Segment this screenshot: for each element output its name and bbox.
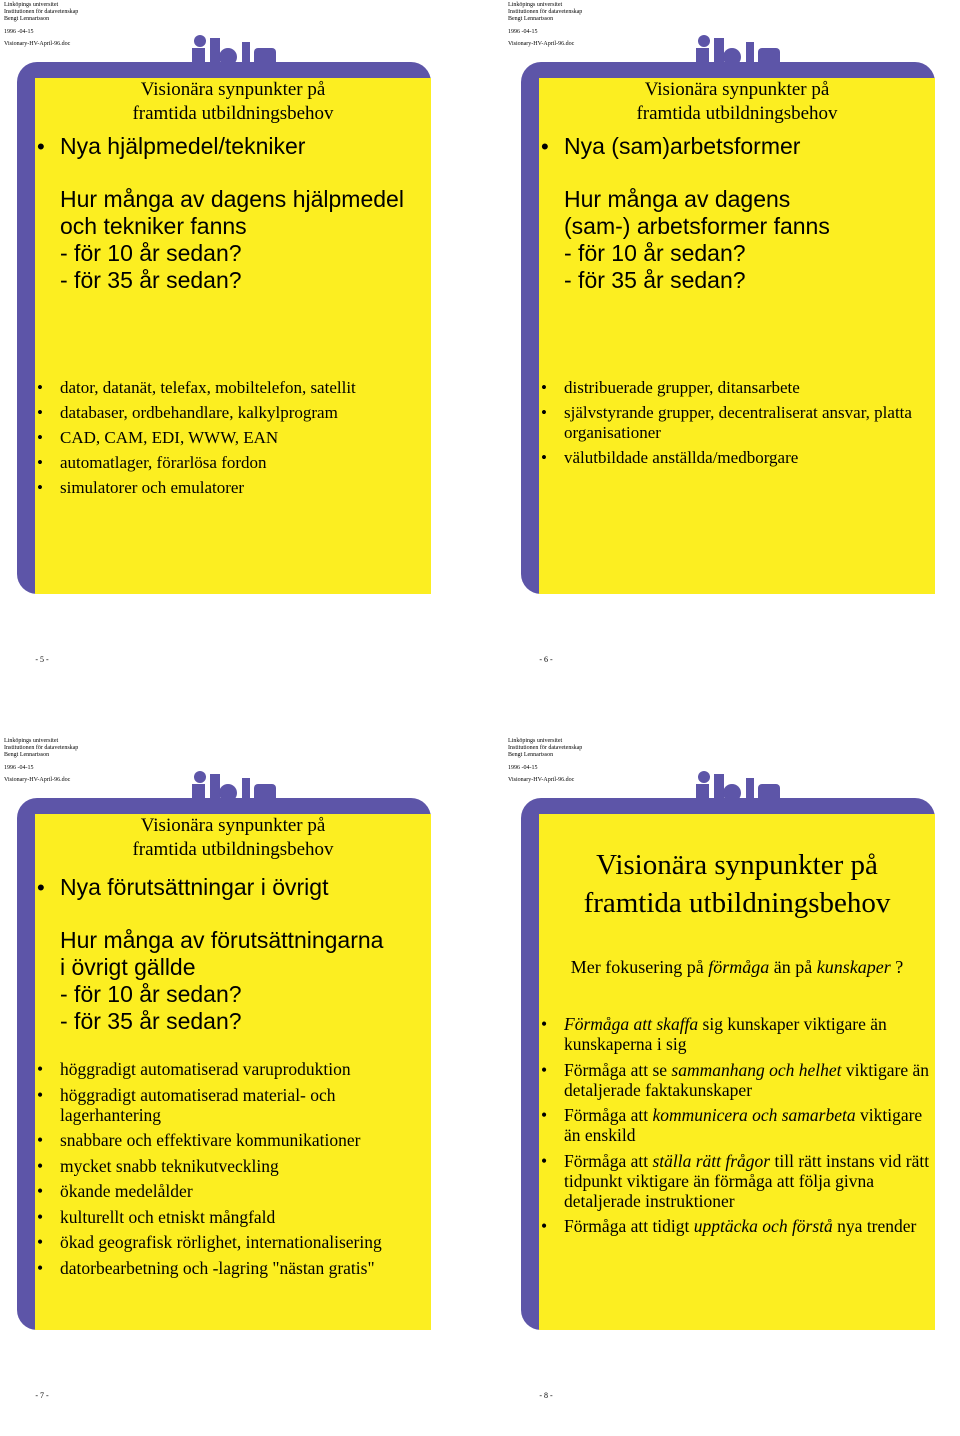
focus-question: Mer fokusering på förmåga än på kunskaper ? xyxy=(570,957,904,977)
question: Hur många av dagens hjälpmedel och tekniker fanns - för 10 år sedan? - för 35 år sedan? xyxy=(60,186,404,293)
list-item: • Förmåga att se sammanhang och helhet viktigare än detaljerade faktakunskaper xyxy=(539,1060,935,1100)
slide-content xyxy=(539,814,935,1330)
slide-title: Visionära synpunkter på framtida utbildningsbehov xyxy=(132,79,334,124)
slide-content xyxy=(539,78,935,594)
slide-content xyxy=(35,814,431,1330)
list-item: • mycket snabb teknikutveckling xyxy=(35,1156,431,1176)
item-list xyxy=(35,1059,431,1278)
question: Hur många av förutsättningarna i övrigt gällde - för 10 år sedan? - för 35 år sedan? xyxy=(60,927,384,1034)
slide-title: Visionära synpunkter på framtida utbildningsbehov xyxy=(583,849,891,919)
page-7 xyxy=(0,736,480,1436)
slide-content xyxy=(35,78,431,594)
list-item: • höggradigt automatiserad varuproduktion xyxy=(35,1059,431,1079)
list-item: • datorbearbetning och -lagring "nästan gratis" xyxy=(35,1258,431,1278)
list-item: • Förmåga att skaffa sig kunskaper viktigare än kunskaperna i sig xyxy=(539,1014,935,1054)
list-item: • välutbildade anställda/medborgare xyxy=(539,448,935,468)
main-topic: • Nya hjälpmedel/tekniker xyxy=(35,133,431,160)
slide-title: Visionära synpunkter på framtida utbildningsbehov xyxy=(132,815,334,860)
list-item: • kulturellt och etniskt mångfald xyxy=(35,1207,431,1227)
page-number: - 5 - xyxy=(35,655,49,664)
item-list xyxy=(539,378,935,468)
main-topic: • Nya (sam)arbetsformer xyxy=(539,133,935,160)
page-header: Linköpings universitet Institutionen för datavetenskap Bengt Lennartsson 1996 -04-15 Visionary-HV-April-96.doc xyxy=(508,738,583,783)
list-item: • ökad geografisk rörlighet, internationalisering xyxy=(35,1232,431,1252)
list-item: • ökande medelålder xyxy=(35,1181,431,1201)
list-item: • höggradigt automatiserad material- och lagerhantering xyxy=(35,1085,431,1125)
list-item: • Förmåga att ställa rätt frågor till rätt instans vid rätt tidpunkt viktigare än förmåga att följa givna detaljerade instruktioner xyxy=(539,1151,935,1211)
page-number: - 7 - xyxy=(35,1391,49,1400)
list-item: • automatlager, förarlösa fordon xyxy=(35,453,431,473)
main-topic: • Nya förutsättningar i övrigt xyxy=(35,874,431,901)
page-8 xyxy=(504,736,960,1436)
item-list xyxy=(35,378,431,498)
list-item: • CAD, CAM, EDI, WWW, EAN xyxy=(35,428,431,448)
page-number: - 6 - xyxy=(539,655,553,664)
page-header: Linköpings universitet Institutionen för datavetenskap Bengt Lennartsson 1996 -04-15 Visionary-HV-April-96.doc xyxy=(4,738,79,783)
list-item: • Förmåga att tidigt upptäcka och förstå nya trender xyxy=(539,1216,935,1236)
list-item: • databaser, ordbehandlare, kalkylprogram xyxy=(35,403,431,423)
page-number: - 8 - xyxy=(539,1391,553,1400)
slide-title: Visionära synpunkter på framtida utbildningsbehov xyxy=(636,79,838,124)
list-item: • Förmåga att kommunicera och samarbeta viktigare än enskild xyxy=(539,1105,935,1145)
page-5 xyxy=(0,0,480,700)
page-header: Linköpings universitet Institutionen för datavetenskap Bengt Lennartsson 1996 -04-15 Visionary-HV-April-96.doc xyxy=(508,2,583,47)
list-item: • distribuerade grupper, ditansarbete xyxy=(539,378,935,398)
page-header: Linköpings universitet Institutionen för datavetenskap Bengt Lennartsson 1996 -04-15 Visionary-HV-April-96.doc xyxy=(4,2,79,47)
page-6 xyxy=(504,0,960,700)
list-item: • självstyrande grupper, decentraliserat ansvar, platta organisationer xyxy=(539,403,935,443)
list-item: • dator, datanät, telefax, mobiltelefon, satellit xyxy=(35,378,431,398)
list-item: • snabbare och effektivare kommunikationer xyxy=(35,1130,431,1150)
list-item: • simulatorer och emulatorer xyxy=(35,478,431,498)
question: Hur många av dagens (sam-) arbetsformer fanns - för 10 år sedan? - för 35 år sedan? xyxy=(564,186,830,293)
item-list xyxy=(539,1014,935,1236)
